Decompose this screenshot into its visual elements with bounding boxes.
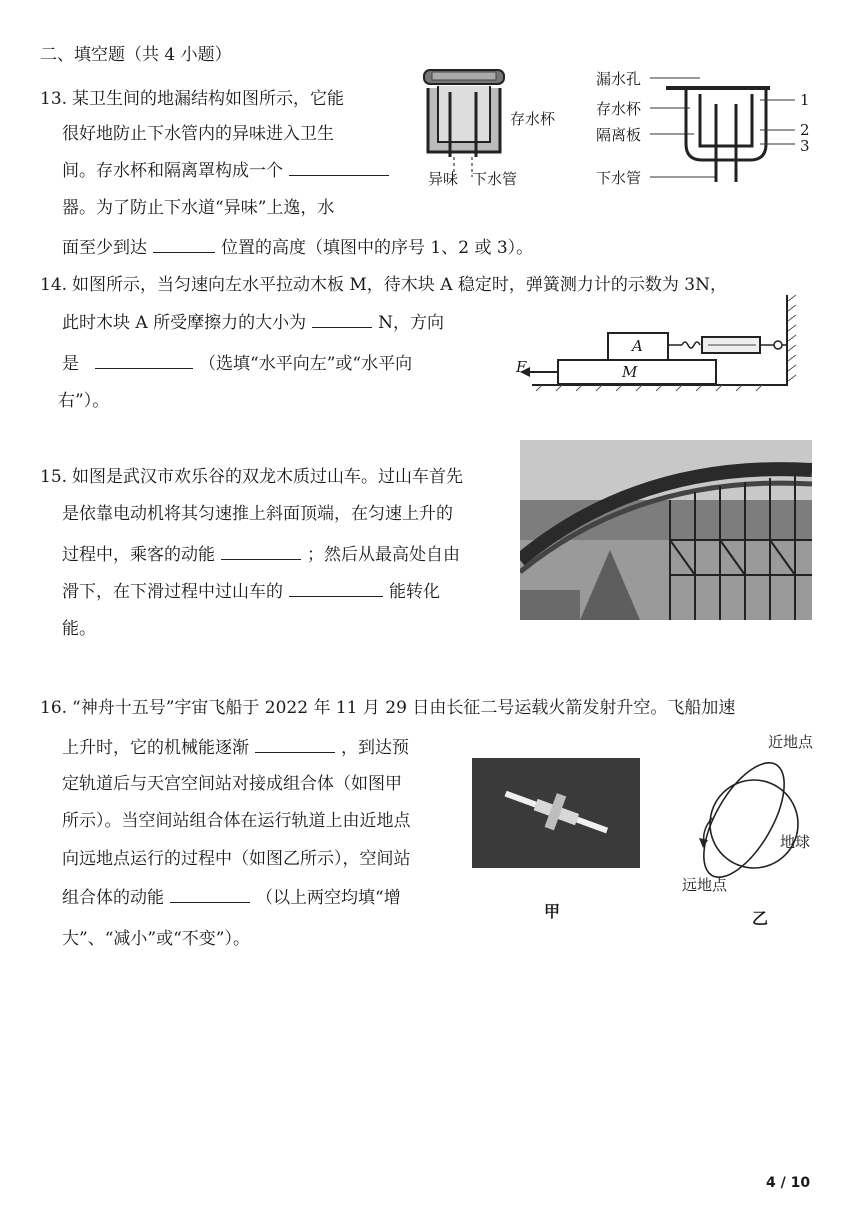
perigee-label: 近地点 [768,733,814,751]
earth-label: 地球 [780,833,811,851]
q14-blank1[interactable] [312,311,372,328]
q15-line4: 滑下，在下滑过程中过山车的 能转化 [62,582,440,602]
q13-line3: 间。存水杯和隔离罩构成一个 [62,159,395,182]
fig-label-cup-right: 存水杯 [596,100,642,118]
q13-blank1[interactable] [289,159,389,176]
fig-label-smell: 异味 [428,170,459,188]
q16-number: 16. [40,698,68,718]
floor-drain-figure [410,62,520,182]
apogee-label: 远地点 [682,876,728,894]
q13-number: 13. [40,89,68,109]
figure-yi-label: 乙 [752,909,769,928]
fig-label-hole: 漏水孔 [596,70,642,88]
space-station-photo [472,758,640,868]
fig-label-1: 1 [800,91,810,109]
q15-line3: 过程中，乘客的动能 ；然后从最高处自由 [62,545,460,565]
q15-line1: 如图是武汉市欢乐谷的双龙木质过山车。过山车首先 [72,467,463,487]
q15-blank2[interactable] [289,580,383,597]
q13-line4: 器。为了防止下水道“异味”上逸，水 [62,198,335,218]
q16-line3: 定轨道后与天宫空间站对接成组合体（如图甲 [62,774,402,794]
force-f-label: F [516,358,527,376]
q16-blank1[interactable] [255,736,335,753]
q14-number: 14. [40,275,68,295]
q13-line5: 面至少到达 位置的高度（填图中的序号 1、2 或 3）。 [62,238,534,258]
q14-line2: 此时木块 A 所受摩擦力的大小为 N，方向 [62,313,444,333]
q16-blank2[interactable] [170,886,250,903]
figure-jia-label: 甲 [544,902,561,921]
block-a-label: A [632,337,643,355]
q16-line6: 组合体的动能 （以上两空均填“增 [62,888,401,908]
section-heading: 二、填空题（共 4 小题） [40,45,232,65]
q13-line1: 某卫生间的地漏结构如图所示，它能 [72,89,344,109]
q16-line7: 大”、“减小”或“不变”）。 [62,929,250,949]
q15-line5: 能。 [62,619,96,639]
q15-line2: 是依靠电动机将其匀速推上斜面顶端，在匀速上升的 [62,504,453,524]
q13-blank2[interactable] [153,236,215,253]
q13-line2: 很好地防止下水管内的异味进入卫生 [62,124,334,144]
q16-line1: “神舟十五号”宇宙飞船于 2022 年 11 月 29 日由长征二号运载火箭发射升空。飞船加速 [72,698,736,718]
fig-label-plate: 隔离板 [596,126,642,144]
q16-line5: 向远地点运行的过程中（如图乙所示），空间站 [62,849,411,869]
fig-label-pipe-left: 下水管 [472,170,518,188]
q16-line2: 上升时，它的机械能逐渐 ，到达预 [62,738,409,758]
q14-line1: 如图所示，当匀速向左水平拉动木板 M，待木块 A 稳定时，弹簧测力计的示数为 3N， [72,275,727,295]
fig-label-2: 2 [800,121,810,139]
q14-blank2[interactable] [95,352,193,369]
q16-line4: 所示）。当空间站组合体在运行轨道上由近地点 [62,811,411,831]
q14-line3: 是 （选填“水平向左”或“水平向 [62,354,413,374]
fig-label-3: 3 [800,137,810,155]
q14-line4: 右”）。 [58,391,110,411]
roller-coaster-photo [520,440,812,620]
q15-number: 15. [40,467,68,487]
fig-label-pipe-right: 下水管 [596,169,642,187]
fig-label-cup: 存水杯 [510,110,556,128]
page-number: 4 / 10 [766,1175,811,1191]
friction-setup-figure [512,295,802,395]
q15-blank1[interactable] [221,543,301,560]
board-m-label: M [622,363,638,381]
